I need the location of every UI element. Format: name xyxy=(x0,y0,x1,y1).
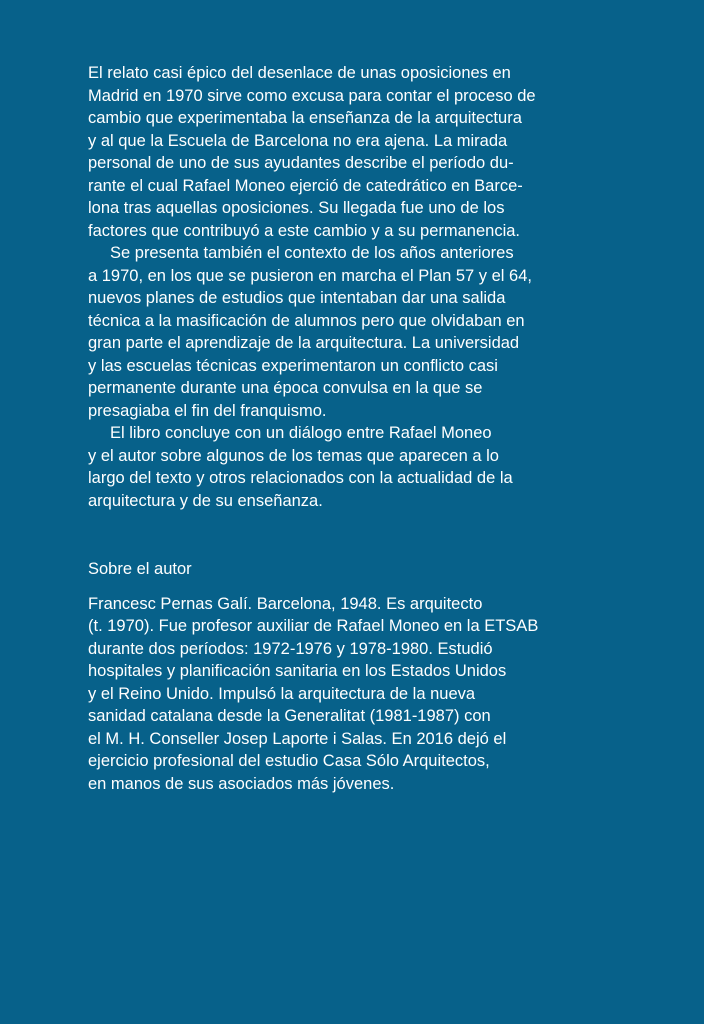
blurb-line: El relato casi épico del desenlace de unas oposiciones en xyxy=(88,64,511,82)
blurb-line: permanente durante una época convulsa en la que se xyxy=(88,379,483,397)
back-cover-text xyxy=(88,62,588,795)
blurb-line: Madrid en 1970 sirve como excusa para contar el proceso de xyxy=(88,86,536,105)
author-line: Francesc Pernas Galí. Barcelona, 1948. Es arquitecto xyxy=(88,594,483,613)
blurb-line: lona tras aquellas oposiciones. Su llegada fue uno de los xyxy=(88,199,505,217)
blurb-line: Se presenta también el contexto de los años anteriores xyxy=(110,244,514,262)
blurb-line: cambio que experimentaba la enseñanza de la arquitectura xyxy=(88,109,522,127)
author-line: hospitales y planificación sanitaria en los Estados Unidos xyxy=(88,662,507,680)
blurb-line: personal de uno de sus ayudantes describe el período du- xyxy=(88,154,514,172)
author-line: y el Reino Unido. Impulsó la arquitectura de la nueva xyxy=(88,684,476,703)
section-spacer xyxy=(88,512,588,558)
blurb-line: técnica a la masificación de alumnos pero que olvidaban en xyxy=(88,311,525,330)
blurb-line: El libro concluye con un diálogo entre Rafael Moneo xyxy=(110,424,492,442)
blurb-line: arquitectura y de su enseñanza. xyxy=(88,491,323,510)
author-line: ejercicio profesional del estudio Casa Sólo Arquitectos, xyxy=(88,752,490,770)
author-section xyxy=(88,558,588,795)
blurb-line: a 1970, en los que se pusieron en marcha el Plan 57 y el 64, xyxy=(88,266,532,285)
blurb-line: presagiaba el fin del franquismo. xyxy=(88,401,327,420)
author-heading: Sobre el autor xyxy=(88,560,192,578)
blurb-line: y el autor sobre algunos de los temas que aparecen a lo xyxy=(88,446,499,465)
author-line: en manos de sus asociados más jóvenes. xyxy=(88,774,395,793)
blurb-line: nuevos planes de estudios que intentaban dar una salida xyxy=(88,289,506,307)
blurb-line: rante el cual Rafael Moneo ejerció de catedrático en Barce- xyxy=(88,176,523,195)
author-line: el M. H. Conseller Josep Laporte i Salas. En 2016 dejó el xyxy=(88,729,507,748)
blurb-line: gran parte el aprendizaje de la arquitectura. La universidad xyxy=(88,334,520,352)
author-line: sanidad catalana desde la Generalitat (1981-1987) con xyxy=(88,707,491,725)
author-line: durante dos períodos: 1972-1976 y 1978-1980. Estudió xyxy=(88,639,493,658)
blurb-line: factores que contribuyó a este cambio y a su permanencia. xyxy=(88,221,520,240)
blurb-line: y al que la Escuela de Barcelona no era ajena. La mirada xyxy=(88,131,508,150)
author-line: (t. 1970). Fue profesor auxiliar de Rafael Moneo en la ETSAB xyxy=(88,617,539,635)
blurb-line: y las escuelas técnicas experimentaron un conflicto casi xyxy=(88,356,498,375)
blurb xyxy=(88,62,588,512)
blurb-line: largo del texto y otros relacionados con la actualidad de la xyxy=(88,469,513,487)
